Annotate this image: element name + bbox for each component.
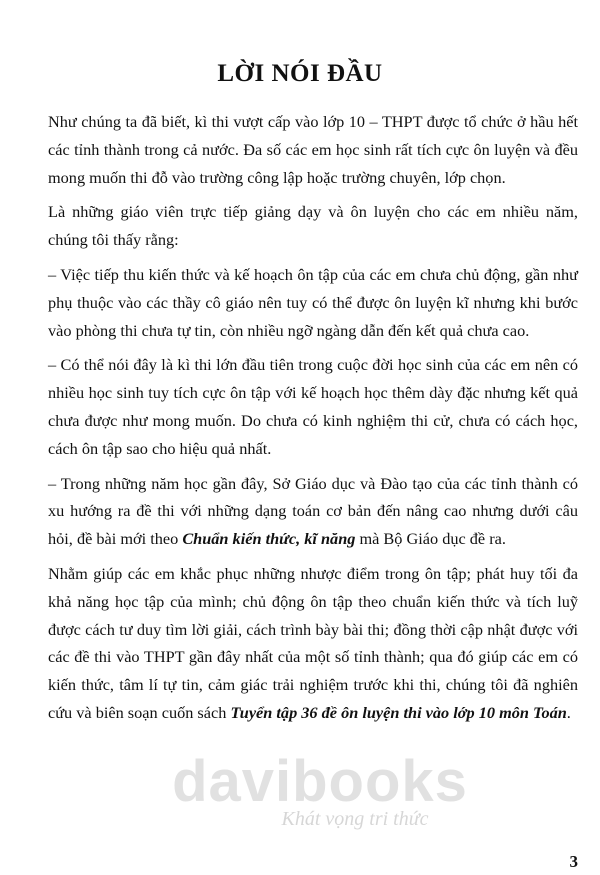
watermark-slogan: Khát vọng tri thức bbox=[281, 808, 429, 830]
paragraph-6 bbox=[48, 560, 578, 727]
paragraph-2: Là những giáo viên trực tiếp giảng dạy và ôn luyện cho các em nhiều năm, chúng tôi thấy rằng: bbox=[48, 202, 578, 250]
book-title-emphasis: Tuyển tập 36 đề ôn luyện thi vào lớp 10 môn Toán bbox=[230, 702, 567, 722]
page-title: LỜI NÓI ĐẦU bbox=[217, 60, 383, 87]
page-number: 3 bbox=[569, 852, 578, 871]
paragraph-6-tail: . bbox=[566, 702, 571, 722]
watermark-brand: davibooks bbox=[172, 749, 468, 814]
preface-body bbox=[48, 108, 578, 734]
paragraph-3: – Việc tiếp thu kiến thức và kế hoạch ôn tập của các em chưa chủ động, gần như phụ thuộc vào các thầy cô giáo nên tuy có thể được ôn luyện kĩ nhưng khi bước vào phòng thi chưa tự tin, còn nhiều ngỡ ngàng dẫn đến kết quả chưa cao. bbox=[48, 264, 578, 340]
paragraph-5-text: – Trong những năm học gần đây, Sở Giáo dục và Đào tạo của các tỉnh thành có xu hướng ra đề thi với những dạng toán cơ bản đến nâng cao nhưng dưới câu hỏi, đề bài mới theo bbox=[48, 473, 578, 549]
paragraph-4: – Có thể nói đây là kì thi lớn đầu tiên trong cuộc đời học sinh của các em nên có nhiều học sinh tuy tích cực ôn tập với kế hoạch học thêm dày đặc nhưng kết quả chưa được như mong muốn. Do chưa có kinh nghiệm thi cử, chưa có cách học, cách ôn tập sao cho hiệu quả nhất. bbox=[48, 355, 578, 458]
paragraph-5 bbox=[48, 470, 578, 553]
paragraph-6-text: Nhằm giúp các em khắc phục những nhược điểm trong ôn tập; phát huy tối đa khả năng học tập của mình; chủ động ôn tập theo chuẩn kiến thức và tích luỹ được cách tư duy tìm lời giải, cách trình bày bài thi; đồng thời cập nhật được với các đề thi vào THPT gần đây nhất của một số tỉnh thành; qua đó giúp các em có kiến thức, tâm lí tự tin, cảm giác trải nghiệm trước khi thi, chúng tôi đã nghiên cứu và biên soạn cuốn sách bbox=[48, 563, 578, 722]
paragraph-5-emphasis: Chuẩn kiến thức, kĩ năng bbox=[182, 529, 356, 549]
paragraph-5-tail: mà Bộ Giáo dục đề ra. bbox=[355, 529, 506, 549]
paragraph-1: Như chúng ta đã biết, kì thi vượt cấp vào lớp 10 – THPT được tổ chức ở hầu hết các tỉnh thành trong cả nước. Đa số các em học sinh rất tích cực ôn luyện và đều mong muốn thi đỗ vào trường công lập hoặc trường chuyên, lớp chọn. bbox=[48, 112, 578, 187]
publisher-watermark bbox=[170, 749, 470, 831]
